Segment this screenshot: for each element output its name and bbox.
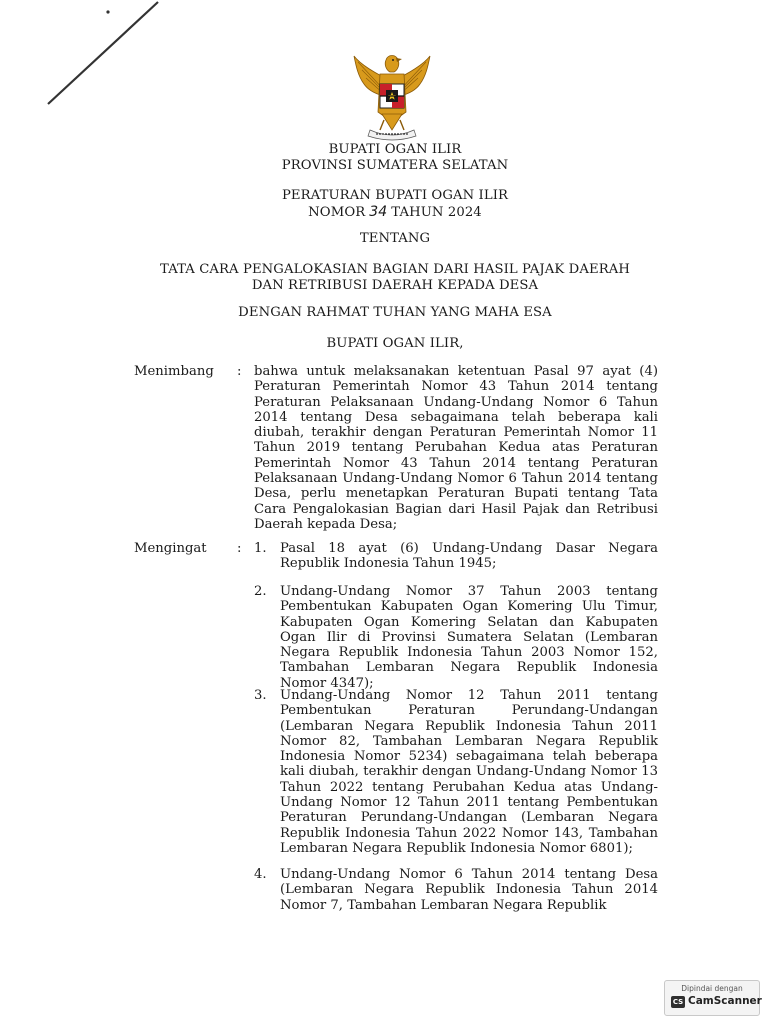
subject-line-1: TATA CARA PENGALOKASIAN BAGIAN DARI HASIL PAJAK DAERAH [160,262,630,277]
scanner-brand: CamScanner [688,995,762,1007]
mengingat-item-text: Undang-Undang Nomor 6 Tahun 2014 tentang Desa (Lembaran Negara Republik Indonesia Tahun 2014 Nomor 7, Tambahan Lembaran Negara Republik [280,867,658,913]
nomor-year: TAHUN 2024 [391,205,482,220]
menimbang-colon: : [237,364,242,379]
regulation-title: PERATURAN BUPATI OGAN ILIR [281,188,509,203]
mengingat-item-text: Undang-Undang Nomor 37 Tahun 2003 tentang Pembentukan Kabupaten Ogan Komering Ulu Timur, Kabupaten Ogan Komering Selatan dan Kabupaten Ogan Ilir di Provinsi Sumatera Selatan (Lembaran Negara Republik Indonesia Tahun 2003 Nomor 152, Tambahan Lembaran Negara Republik Indonesia Nomor 4347); [280,584,658,691]
scanner-watermark [664,980,760,1016]
scan-edge-mark [40,0,170,110]
rahmat-line: DENGAN RAHMAT TUHAN YANG MAHA ESA [238,305,552,320]
header-regulation-block [100,188,690,221]
mengingat-item-number: 4. [254,867,267,882]
nomor-handwritten: 34 [369,204,388,220]
mengingat-colon: : [237,541,242,556]
nomor-prefix: NOMOR [308,205,366,220]
scanner-watermark-caption: Dipindai dengan [681,984,743,993]
mengingat-item-text: Undang-Undang Nomor 12 Tahun 2011 tentang Pembentukan Peraturan Perundang-Undangan (Lembaran Negara Republik Indonesia Tahun 2011 Nomor 82, Tambahan Lembaran Negara Republik Indonesia Nomor 5234) sebagaimana telah beberapa kali diubah, terakhir dengan Undang-Undang Nomor 13 Tahun 2022 tentang Perubahan Kedua atas Undang-Undang Nomor 12 Tahun 2011 tentang Pembentukan Peraturan Perundang-Undangan (Lembaran Negara Republik Indonesia Tahun 2022 Nomor 143, Tambahan Lembaran Negara Republik Indonesia Nomor 6801); [280,688,658,856]
mengingat-item-number: 3. [254,688,267,703]
subject-line-2: DAN RETRIBUSI DAERAH KEPADA DESA [251,278,539,293]
header-regent: BUPATI OGAN ILIR [328,142,462,157]
header-regent-block [100,142,690,174]
regulation-number-line [100,204,690,221]
tentang-heading: TENTANG [359,231,431,246]
regulation-subject [100,262,690,294]
menimbang-label: Menimbang [134,364,214,379]
header-province: PROVINSI SUMATERA SELATAN [281,158,509,173]
mengingat-label: Mengingat [134,541,207,556]
garuda-pancasila-emblem-icon [346,50,438,142]
mengingat-item-number: 2. [254,584,267,599]
mengingat-item-number: 1. [254,541,267,556]
menimbang-text: bahwa untuk melaksanakan ketentuan Pasal 97 ayat (4) Peraturan Pemerintah Nomor 43 Tahun 2014 tentang Peraturan Pelaksanaan Undang-Undang Nomor 6 Tahun 2014 tentang Desa sebagaimana telah beberapa kali diubah, terakhir dengan Peraturan Pemerintah Nomor 11 Tahun 2019 tentang Perubahan Kedua atas Peraturan Pemerintah Nomor 43 Tahun 2014 tentang Peraturan Pelaksanaan Undang-Undang Nomor 6 Tahun 2014 tentang Desa, perlu menetapkan Peraturan Bupati tentang Tata Cara Pengalokasian Bagian dari Hasil Pajak dan Retribusi Daerah kepada Desa; [254,364,658,532]
mengingat-item-text: Pasal 18 ayat (6) Undang-Undang Dasar Negara Republik Indonesia Tahun 1945; [280,541,658,572]
bupati-line: BUPATI OGAN ILIR, [326,336,464,351]
camscanner-logo-icon: CS [672,998,684,1006]
